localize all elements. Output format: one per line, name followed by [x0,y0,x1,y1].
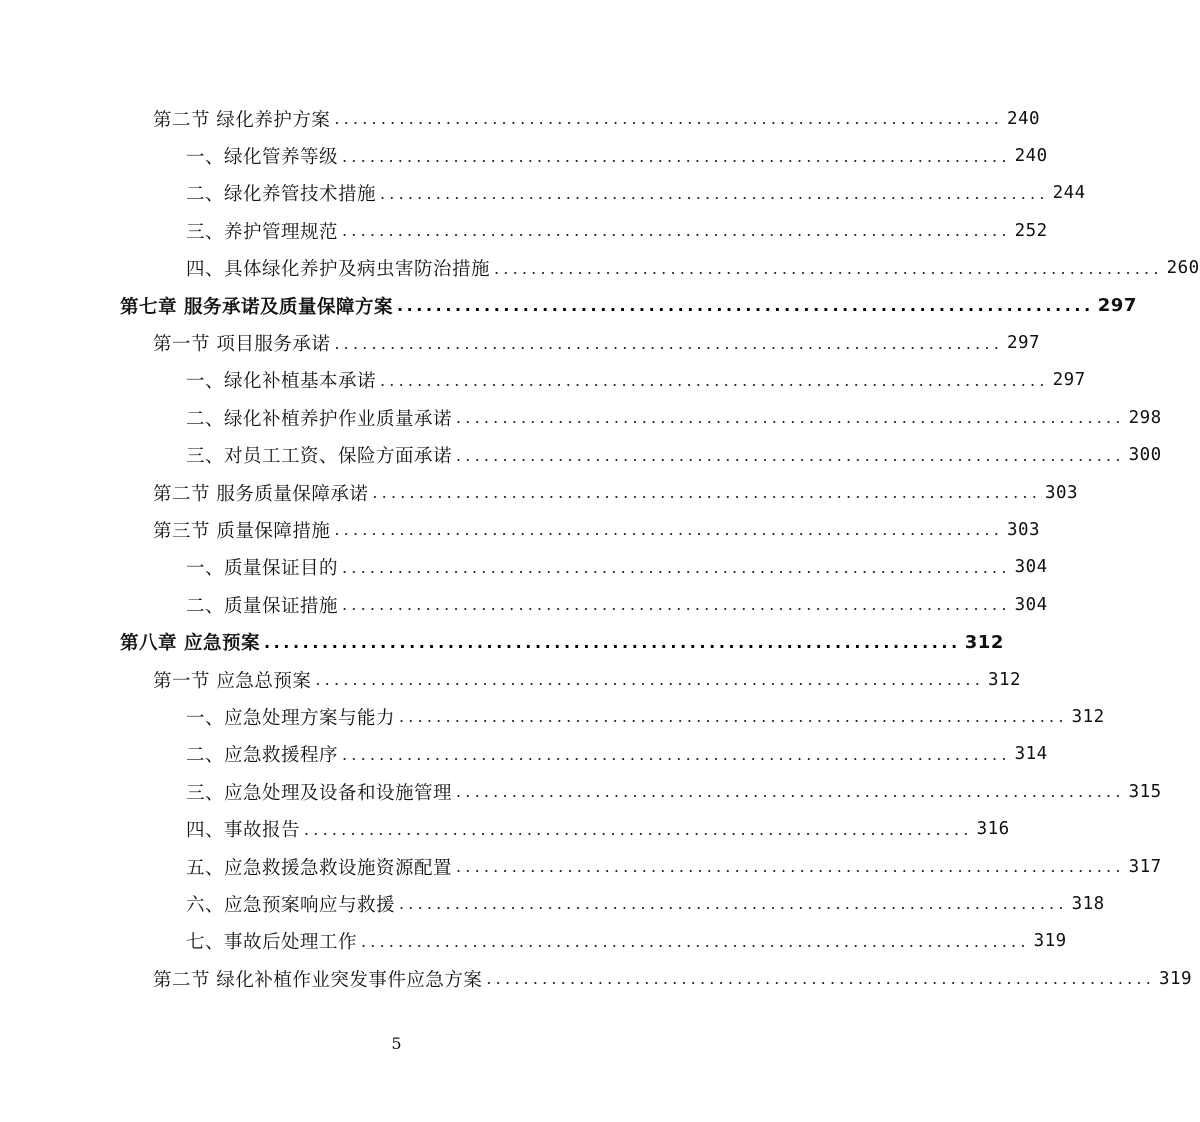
toc-entry-title: 二、绿化养管技术措施 [186,184,377,206]
toc-chapter-entry[interactable] [0,623,1004,660]
toc-entry-title: 第二节 绿化养护方案 [153,109,331,131]
toc-entry[interactable] [0,923,1067,960]
toc-entry-page: 260 [1166,258,1200,279]
toc-entry-page: 298 [1128,407,1162,428]
toc-entry-title: 第三节 质量保障措施 [153,520,331,542]
toc-entry-title: 第一节 项目服务承诺 [153,334,331,356]
toc-entry-title: 四、事故报告 [186,820,301,842]
toc-dot-leader: ........................................................................ [263,632,961,652]
toc-entry[interactable] [0,437,1162,474]
toc-entry-title: 二、应急救援程序 [186,745,339,767]
toc-entry[interactable] [0,100,1041,137]
toc-dot-leader: ........................................................................ [456,782,1125,802]
toc-entry-page: 304 [1014,594,1048,615]
page-number: 5 [391,1034,402,1053]
toc-entry-page: 312 [1071,706,1105,727]
toc-entry-title: 第八章 应急预案 [120,633,260,655]
toc-dot-leader: ........................................................................ [342,221,1011,241]
toc-entry-page: 304 [1014,557,1048,578]
toc-entry-title: 三、应急处理及设备和设施管理 [186,782,453,804]
toc-entry-title: 三、养护管理规范 [186,221,339,243]
toc-dot-leader: ........................................................................ [334,333,1003,353]
toc-entry[interactable] [0,848,1162,885]
toc-entry[interactable] [0,661,1022,698]
toc-entry[interactable] [0,511,1041,548]
toc-entry-page: 303 [1044,482,1079,503]
toc-entry-page: 252 [1014,220,1048,241]
toc-dot-leader: ........................................................................ [342,146,1011,166]
toc-entry-title: 第七章 服务承诺及质量保障方案 [120,296,393,318]
toc-entry[interactable] [0,549,1048,586]
toc-entry[interactable] [0,362,1086,399]
toc-entry-page: 297 [1097,295,1137,317]
toc-entry-title: 六、应急预案响应与救援 [186,894,396,916]
toc-dot-leader: ........................................................................ [380,183,1049,203]
toc-entry-title: 四、具体绿化养护及病虫害防治措施 [186,259,491,281]
toc-dot-leader: ........................................................................ [456,408,1125,428]
toc-entry-title: 二、质量保证措施 [186,595,339,617]
toc-entry[interactable] [0,212,1048,249]
toc-entry-page: 314 [1014,744,1048,765]
toc-entry-page: 319 [1033,931,1067,952]
toc-entry-page: 317 [1128,856,1162,877]
toc-dot-leader: ........................................................................ [399,707,1068,727]
toc-entry[interactable] [0,773,1162,810]
toc-entry[interactable] [0,698,1105,735]
toc-dot-leader: ........................................................................ [334,520,1003,540]
toc-entry-page: 319 [1158,968,1193,989]
toc-dot-leader: ........................................................................ [396,296,1094,316]
toc-entry-page: 318 [1071,893,1105,914]
toc-dot-leader: ........................................................................ [304,819,973,839]
toc-entry-title: 七、事故后处理工作 [186,932,358,954]
toc-entry[interactable] [0,137,1048,174]
toc-dot-leader: ........................................................................ [315,670,984,690]
toc-dot-leader: ........................................................................ [361,931,1030,951]
toc-entry-page: 300 [1128,445,1162,466]
toc-entry-page: 297 [1006,333,1041,354]
toc-entry-page: 316 [976,819,1010,840]
toc-entry-title: 第二节 服务质量保障承诺 [153,483,369,505]
toc-entry-title: 一、质量保证目的 [186,558,339,580]
toc-entry-page: 312 [987,669,1022,690]
toc-dot-leader: ........................................................................ [342,557,1011,577]
toc-entry-page: 303 [1006,519,1041,540]
toc-entry-title: 二、绿化补植养护作业质量承诺 [186,408,453,430]
toc-entry[interactable] [0,399,1162,436]
toc-entry-page: 244 [1052,183,1086,204]
toc-entry[interactable] [0,960,1193,997]
toc-entry-title: 一、绿化补植基本承诺 [186,371,377,393]
toc-entry[interactable] [0,324,1041,361]
toc-dot-leader: ........................................................................ [334,109,1003,129]
toc-dot-leader: ........................................................................ [380,370,1049,390]
toc-dot-leader: ........................................................................ [456,857,1125,876]
toc-dot-leader: ........................................................................ [456,445,1125,465]
toc-entry-title: 三、对员工工资、保险方面承诺 [186,446,453,468]
toc-entry-title: 第一节 应急总预案 [153,670,312,692]
toc-entry-title: 一、应急处理方案与能力 [186,707,396,729]
toc-dot-leader: ........................................................................ [342,744,1011,764]
toc-entry-page: 240 [1006,108,1041,129]
toc-chapter-entry[interactable] [0,287,1137,324]
toc-entry[interactable] [0,586,1048,623]
table-of-contents [0,100,1200,997]
toc-entry[interactable] [0,250,1200,287]
toc-entry-page: 315 [1128,781,1162,802]
toc-entry-page: 297 [1052,370,1086,391]
toc-entry-page: 312 [964,631,1004,653]
toc-dot-leader: ........................................................................ [486,969,1155,989]
toc-entry-page: 240 [1014,146,1048,167]
toc-entry[interactable] [0,885,1105,922]
toc-entry-title: 第二节 绿化补植作业突发事件应急方案 [153,969,483,991]
toc-dot-leader: ........................................................................ [399,894,1068,914]
toc-entry-title: 一、绿化管养等级 [186,147,339,169]
toc-entry-title: 五、应急救援急救设施资源配置 [186,857,453,879]
toc-entry[interactable] [0,175,1086,212]
toc-entry[interactable] [0,810,1010,847]
toc-dot-leader: ........................................................................ [494,258,1163,278]
toc-entry[interactable] [0,474,1079,511]
toc-dot-leader: ........................................................................ [342,595,1011,615]
toc-entry[interactable] [0,736,1048,773]
toc-dot-leader: ........................................................................ [372,483,1041,503]
